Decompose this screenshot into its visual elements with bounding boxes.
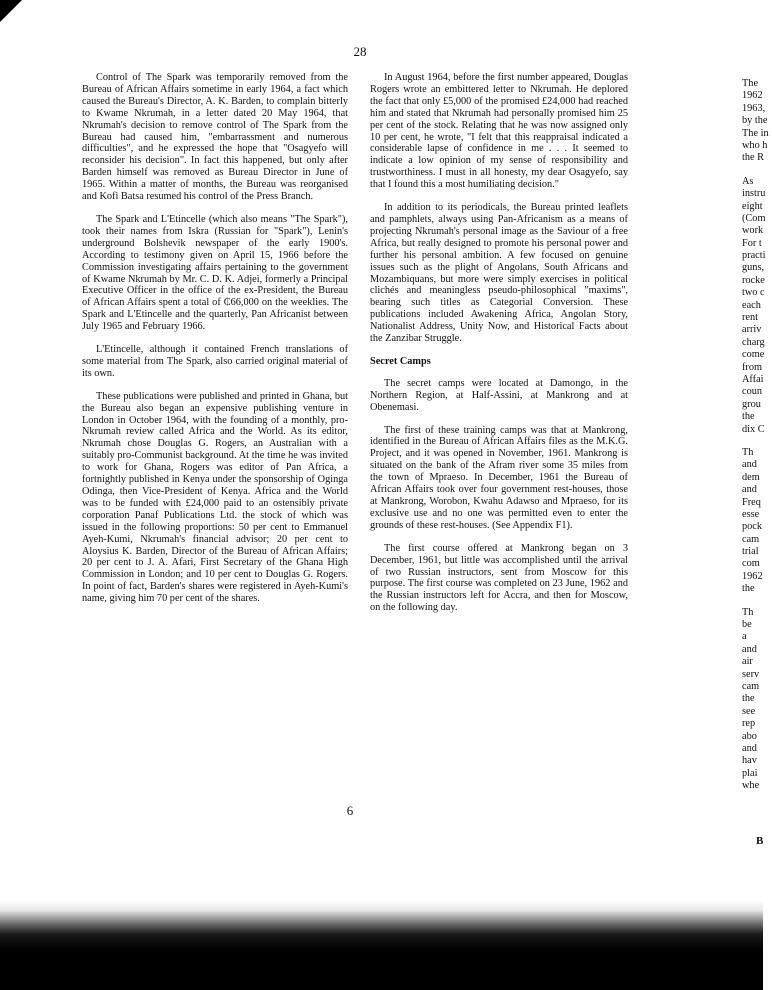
text-fragment: charg xyxy=(742,336,765,348)
text-fragment: trial xyxy=(742,546,759,558)
paragraph-gap xyxy=(742,436,772,447)
text-fragment: abo xyxy=(742,730,757,742)
text-fragment: dix C xyxy=(742,423,765,435)
scan-corner-mark xyxy=(0,0,22,22)
text-fragment: and xyxy=(742,643,757,655)
text-fragment: Th xyxy=(742,606,754,618)
text-fragment: com xyxy=(742,558,760,570)
text-fragment: pock xyxy=(742,521,763,533)
text-fragment: eight xyxy=(742,200,763,212)
paragraph: The secret camps were located at Damongo, in the Northern Region, at Half-Assini, at Mankrong and at Obenemasi. xyxy=(370,377,628,413)
paragraph: In addition to its periodicals, the Bureau printed leaflets and pamphlets, always using Pan-Africanism as a means of projecting Nkrumah's personal image as the Saviour of a free Africa, but really designed to promote his personal power and further his personal ambition. A few focused on genuine issues such as the plight of Angolans, South Africans and Mozambiquans, but more were simply exercises in political clichés and meaningless pseudo-philosophical "maxims", bearing such titles as Categorial Conversion. These publications included Awakening Africa, Angolan Story, Nationalist Address, Unity Now, and Historical Facts about the Zanzibar Struggle. xyxy=(370,202,628,345)
text-fragment: The in xyxy=(742,127,769,139)
text-fragment: two c xyxy=(742,287,765,299)
text-fragment: the xyxy=(742,411,755,423)
paragraph: L'Etincelle, although it contained French translations of some material from The Spark, also carried original material of its own. xyxy=(82,344,348,379)
text-fragment: cam xyxy=(742,680,760,692)
text-fragment: Freq xyxy=(742,496,761,508)
text-fragment: practi xyxy=(742,250,766,262)
text-fragment: see xyxy=(742,705,756,717)
text-fragment: dem xyxy=(742,471,760,483)
text-fragment: a xyxy=(742,631,747,643)
text-fragment: the xyxy=(742,583,755,595)
right-edge-letter: B xyxy=(756,835,764,847)
text-fragment: whe xyxy=(742,780,760,792)
paragraph-gap xyxy=(742,165,772,176)
text-fragment: The xyxy=(742,78,759,89)
paragraph: The first of these training camps was that at Mankrong, identified in the Bureau of African Affairs files as the M.K.G. Project, and it was opened in November, 1961. Mankrong is situated on the bank of the Afram river some 35 miles from the town of Mpraeso. In December, 1961 the Bureau of African Affairs took over four government rest-houses, those at Mankrong, Worobon, Kwahu Adawso and Mpraeso, for its exclusive use and no one was permitted even to enter the grounds of these rest-houses. (See Appendix F1). xyxy=(370,424,628,531)
text-fragment: and xyxy=(742,459,757,471)
text-fragment: rep xyxy=(742,718,756,730)
text-fragment: plai xyxy=(742,767,758,779)
text-fragment: the xyxy=(742,693,755,705)
text-fragment: coun xyxy=(742,386,763,398)
paragraph: These publications were published and printed in Ghana, but the Bureau also began an expensive publishing venture in London in October 1964, with the founding of a monthly, pro-Nkrumah review called Africa and the World. As its editor, Nkrumah chose Douglas G. Rogers, an Australian with a suitably pro-Communist background. At the time he was invited to work for Ghana, Rogers was editor of Pan Africa, a fortnightly published in Kenya under the sponsorship of Oginga Odinga, then Vice-President of Kenya. Africa and the World was to be funded with £24,000 paid to an ostensibly private corporation Panaf Publications Ltd. the stock of which was issued in the following proportions: 50 per cent to Emmanuel Ayeh-Kumi, Nkrumah's financial advisor; 20 per cent to Aloysius K. Barden, Director of the Bureau of African Affairs; 20 per cent to J. A. Afari, First Secretary of the Ghana High Commission in London; and 10 per cent to Douglas G. Rogers. In point of fact, Barden's shares were registered in Ayeh-Kumi's name, giving him 70 per cent of the shares. xyxy=(82,390,348,605)
text-fragment: grou xyxy=(742,398,761,410)
text-fragment: and xyxy=(742,484,757,496)
text-fragment: come xyxy=(742,349,765,361)
paragraph: The Spark and L'Etincelle (which also means "The Spark"), took their names from Iskra (Russian for "Spark"), Lenin's underground Bolshevik newspaper of the early 1900's. According to testimony given on April 15, 1966 before the Commission investigating affairs pertaining to the government of Kwame Nkrumah by Mr. C. D. K. Adjei, formerly a Principal Executive Officer in the office of the ex-President, the Bureau of African Affairs spent a total of ₵66,000 on the weeklies. The Spark and L'Etincelle and the quarterly, Pan Africanist between July 1965 and February 1966. xyxy=(82,213,348,333)
text-fragment: rent xyxy=(742,312,759,324)
text-fragment: rocke xyxy=(742,274,765,286)
paragraph-gap xyxy=(742,596,772,607)
text-fragment: For t xyxy=(742,237,762,249)
paragraph: In August 1964, before the first number appeared, Douglas Rogers wrote an embittered letter to Nkrumah. He deplored the fact that only £5,000 of the promised £24,000 had reached him and stated that Nkrumah had personally promised him 25 per cent of the stock. Relating that he was now assigned only 10 per cent, he wrote, "I felt that this reappraisal indicated a considerable lapse of confidence in me . . . It seemed to indicate a low opinion of my sense of responsibility and trustworthiness. I must in all honesty, my dear Osagyefo, say that I found this a most humiliating decision." xyxy=(370,72,628,191)
section-heading: Secret Camps xyxy=(370,355,431,367)
text-fragment: arriv xyxy=(742,324,762,336)
text-fragment: by the xyxy=(742,115,768,127)
text-column-left xyxy=(82,72,348,616)
text-fragment: hav xyxy=(742,755,757,767)
text-fragment: serv xyxy=(742,668,760,680)
text-fragment: the R xyxy=(742,152,765,164)
text-fragment: air xyxy=(742,656,753,668)
paragraph: The first course offered at Mankrong began on 3 December, 1961, but little was accomplished until the arrival of two Russian instructors, sent from Moscow for this purpose. The first course was completed on 23 June, 1962 and the Russian instructors left for Accra, and then for Moscow, on the following day. xyxy=(370,542,628,614)
text-column-right-cropped xyxy=(742,78,772,792)
text-fragment: work xyxy=(742,225,764,237)
paragraph: Control of The Spark was temporarily removed from the Bureau of African Affairs sometime in early 1964, a fact which caused the Bureau's Director, A. K. Barden, to complain bitterly to Kwame Nkrumah, in a letter dated 20 May 1964, that Nkrumah's decision to remove control of The Spark from the Bureau had caused him, "embarrassment and numerous difficulties", and he expressed the hope that "Osagyefo will reconsider his decision". In fact this happened, but only after Barden himself was removed as Bureau Director in June of 1965. Within a matter of months, the Bureau was reorganised and Kofi Batsa resumed his control of the Press Branch. xyxy=(82,72,348,203)
text-fragment: who h xyxy=(742,139,768,151)
text-fragment: 1962 xyxy=(742,570,763,582)
text-fragment: 1962 xyxy=(742,90,763,102)
scan-bottom-shadow xyxy=(0,900,763,990)
page-number-top: 28 xyxy=(353,44,367,59)
text-fragment: Affai xyxy=(742,373,764,385)
text-fragment: guns, xyxy=(742,262,765,274)
page-number-bottom: 6 xyxy=(346,803,354,818)
text-column-middle xyxy=(370,72,628,625)
text-fragment: 1963, xyxy=(742,102,766,114)
text-fragment: from xyxy=(742,361,763,373)
text-fragment: esse xyxy=(742,508,760,520)
text-fragment: and xyxy=(742,742,757,754)
text-fragment: cam xyxy=(742,533,760,545)
text-fragment: each xyxy=(742,299,761,311)
text-fragment: Th xyxy=(742,446,754,458)
text-fragment: (Com xyxy=(742,212,766,224)
text-fragment: be xyxy=(742,619,752,631)
text-fragment: As xyxy=(742,175,754,187)
text-fragment: instru xyxy=(742,188,766,200)
